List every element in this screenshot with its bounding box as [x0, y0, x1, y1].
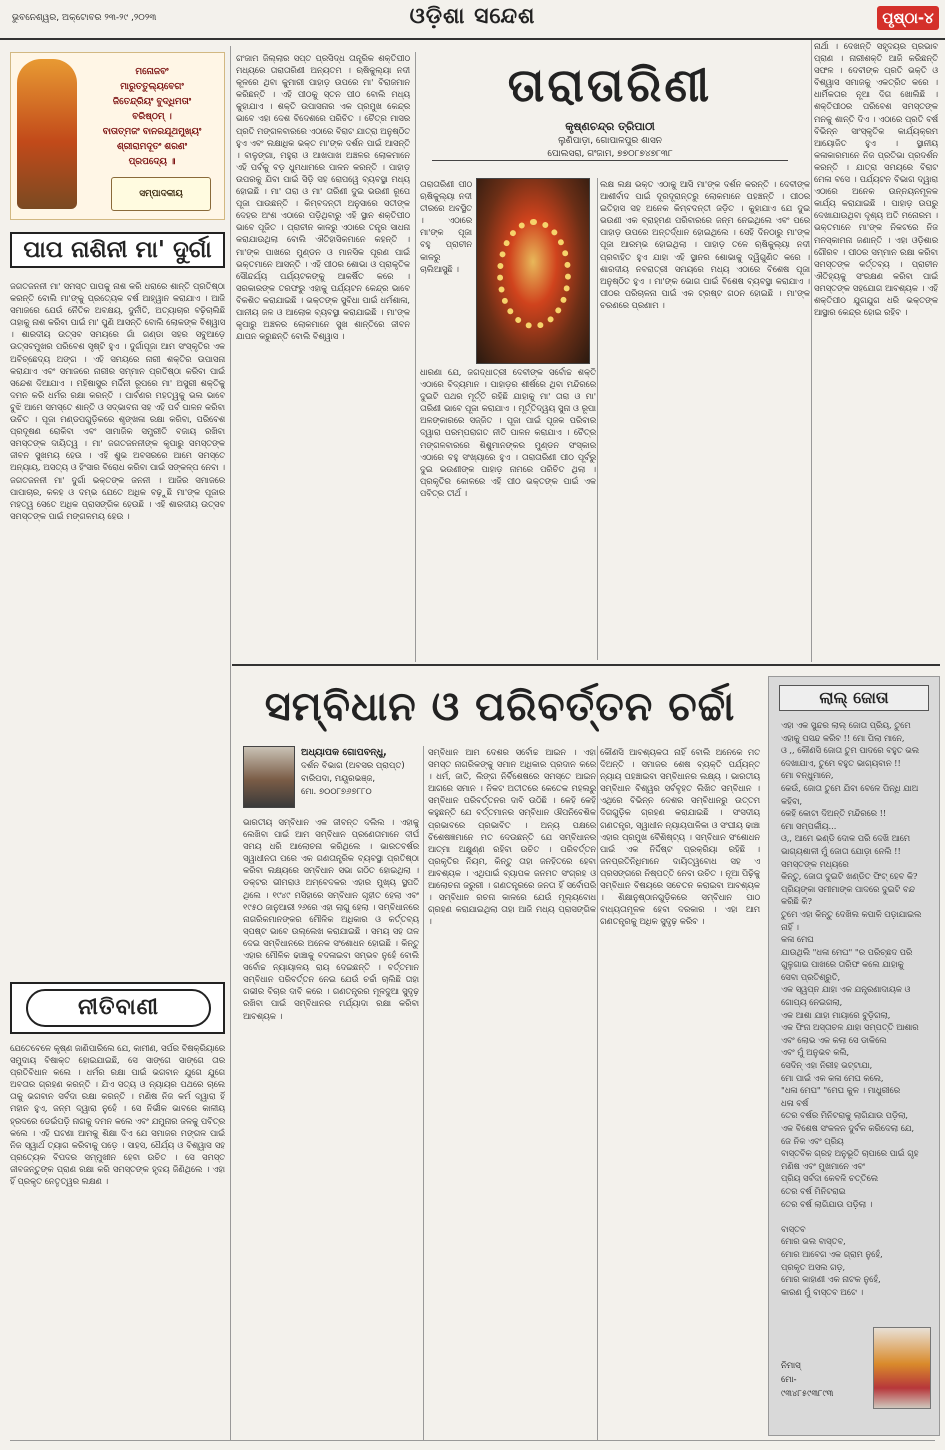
section-rule	[232, 664, 940, 666]
tara-address-1: ଲୁଣିପାଡ଼ା, ଗୋପାଳପୁର ଶାସନ	[558, 136, 662, 146]
nitibani-title: ନୀତିବାଣୀ	[26, 989, 211, 1027]
masthead: ଓଡ଼ିଶା ସନ୍ଦେଶ	[409, 4, 536, 29]
poem-title: ଲାଲ୍ ଜୋତା	[779, 685, 929, 711]
page-header	[0, 0, 945, 40]
editorial-body: ଜଗତଜନନୀ ମା' ସମସ୍ତ ପାପକୁ ନାଶ କରି ଧରାରେ ଶାନ୍ତି ପ୍ରତିଷ୍ଠା କରନ୍ତି ବୋଲି ମା'ଙ୍କୁ ପ୍ରତ୍ୟେକ ବର୍ଷ ଆହ୍ୱାନ କରାଯାଏ । ଆଜି ସମାଜରେ ଯେଉଁ ନୈତିକ ଅବକ୍ଷୟ, ଦୁର୍ନୀତି, ଅତ୍ୟାଚାର ବଢ଼ିଚାଲିଛି ତାହାକୁ ନାଶ କରିବା ପାଇଁ ମା' ପୁଣି ଆସନ୍ତି ବୋଲି ଲୋକଙ୍କ ବିଶ୍ୱାସ । ଶାରଦୀୟ ଉତ୍ସବ ସମୟରେ ଗାଁ ଗଣ୍ଡା ସହର ସବୁଆଡ଼େ ଉତ୍ସବମୁଖର ପରିବେଶ ସୃଷ୍ଟି ହୁଏ । ଦୁର୍ଗାପୂଜା ଆମ ସଂସ୍କୃତିର ଏକ ଅବିଚ୍ଛେଦ୍ୟ ଅଙ୍ଗ । ଏହି ସମୟରେ ନାରୀ ଶକ୍ତିର ଉପାସନା କରାଯାଏ ଏବଂ ସମାଜରେ ନାରୀର ସମ୍ମାନ ପ୍ରତିଷ୍ଠା କରିବା ପାଇଁ ସନ୍ଦେଶ ଦିଆଯାଏ । ମହିଷାସୁର ମର୍ଦ୍ଦିନୀ ରୂପରେ ମା' ଅସୁରୀ ଶକ୍ତିକୁ ଦମନ କରି ଧର୍ମର ରକ୍ଷା କରନ୍ତି । ପାର୍ବଣର ମହତ୍ୱକୁ ଭଲ ଭାବେ ବୁଝି ଆମେ ସମସ୍ତେ ଶାନ୍ତି ଓ ସଦ୍ଭାବନା ସହ ଏହି ପର୍ବ ପାଳନ କରିବା ଉଚିତ । ପୂଜା ମଣ୍ଡପଗୁଡ଼ିକରେ ଶୃଙ୍ଖଳା ରକ୍ଷା କରିବା, ପରିବେଶ ପ୍ରଦୂଷଣ ରୋକିବା ଏବଂ ସାମାଜିକ ସମ୍ପ୍ରୀତି ବଜାୟ ରଖିବା ସମସ୍ତଙ୍କ ଦାୟିତ୍ୱ । ମା' ଜଗତଜନନୀଙ୍କ କୃପାରୁ ସମସ୍ତଙ୍କ ଜୀବନ ସୁଖମୟ ହେଉ । ଏହି ଶୁଭ ଅବସରରେ ଆମେ ସମସ୍ତେ ଅନ୍ୟାୟ, ଅସତ୍ୟ ଓ ହିଂସାର ବିରୋଧ କରିବା ପାଇଁ ସଙ୍କଳ୍ପ ନେବା । ଜଗତଜନନୀ ମା' ଦୁର୍ଗା ଭକ୍ତଙ୍କ ଜନନୀ । ଆଜିର ସମାଜରେ ପାପାଚାର, କଳହ ଓ ଦମ୍ଭ ଯେତେ ଅଧିକ ବଢ଼ୁଛି ମା'ଙ୍କ ପୂଜାର ମହତ୍ୱ ସେତେ ଅଧିକ ପ୍ରାସଙ୍ଗିକ ହେଉଛି । ଏହି ଶାରଦୀୟ ଉତ୍ସବ ସମସ୍ତଙ୍କ ପାଇଁ ମଙ୍ଗଳମୟ ହେଉ ।	[10, 281, 225, 521]
poem-text: ଏହା ଏକ ସୁନ୍ଦର ଲାଲ୍ ଜୋତା ପ୍ରିୟ, ତୁମେ ଏହାକୁ ପସନ୍ଦ କରିବ !! ମୋ ପିଲା ମାନେ, ଓ ,, କୌଣସି ଜୋତା ତୁମ ପାଦରେ ବହୁତ ଭଲ ଦେଖାଯାଏ, ତୁମେ ବହୁତ ଭାଗ୍ୟବାନ !! ମୋ ବନ୍ଧୁମାନେ, କେଉଁ, ଜୋତା ତୁମେ ଯିବା ବେଳେ ପିନ୍ଧି ଯାଅ କହିବା, କେହି କୋଟା ଦିଅନ୍ତି ମନ୍ଦିରରେ !! ମୋ ସମ୍ପର୍କୀୟ... ଓ,, ଆମେ ଭଣ୍ଡି ଦୋକ ପରି ଦେଖି ଆମେ ଭାଗ୍ୟଶାଳୀ ମୁଁ ଜୋତା ଯୋଡ଼ା ନେଲି !! ସମସ୍ତଙ୍କ ମଧ୍ୟରେ କିନ୍ତୁ, ଜୋତା ଦୁଇଟି ଖଣ୍ଡିତ ଫିଟ୍ ହେବ କି? ପ୍ରିୟଙ୍କା ସମୀମାଙ୍କ ପାଦରେ ଦୁଇଟି ବନ୍ଦ କରିଛି କି? ତୁମେ ଏହା କିନ୍ତୁ ଦେଖିଲ କପାଳି ପଡ଼ାଯାଇଲ ନାହିଁ । କଳା ମେଘ ଯାଉଥିଲି "ଧଳା ମେଘ" "ର ପରିଚ୍ଛଦ ପରି ଗୁଳୁଗାଇ ପାଖରେ ତାରିଫ କଲେ ଯାହାକୁ ସେବା ପ୍ରତିଶ୍ରୁତି, ଏକ ସ୍ୱପ୍ନ ଯାହା ଏକ ଯନ୍ତ୍ରଣାଦାୟକ ଓ ଗୋପ୍ୟ ନେଇଗଲା, ଏକ ଆଶା ଯାହା ମାୟାରେ ବୁଡ଼ିଗଲା, ଏକ ଫିନା ଅସ୍ତାଚଳ ଯାହା ସମ୍ପତ୍ତି ଆଶାର ଏବଂ ଲୋଭ ଏକ କଲା ସେ ଡାକିଲେ ଏବଂ ମୁଁ ଅନୁଭବ କଲି, ସେଦିନ୍ ଏହା ନିରୀହ ଭଟ୍ଟାଯା, ମୋ ପାଇଁ ଏକ କଳା ମେଘ କଲେ, "ଧଳା ମେଘ" "ମେଘ କୁଳ । ମାଧୁରୀରେ ଧଳା ବର୍ଷ ତେର ବର୍ଷର ମିନିଟରାକୁ ଲାଗିଯାଉ ପଡ଼ିଲା, ଏକ ବିଶେଷ ସଂକଳନ ଦୁର୍ବଳ କରିଦେଲା ଯେ, ଜେ ନିକ ଏବଂ ପ୍ରିୟ ବାସ୍ତବିକ ଗ୍ରହ ଅନୁଭୂତି ଚାପାରେ ପାଇଁ ଗୃହ ମଣିଷ ଏବଂ ମୁଖମାନେ ଏବଂ ପ୍ରିୟ ସର୍ବଦା କେବଳି ଚତ୍ତିଲେ ତେର ବର୍ଷ ମିନିଟରାଇ ତେର ବର୍ଷ ଲାଗିଯାଉ ପଡ଼ିଲା । ବାସ୍ତବ ମୋର ଭଲ ବାସ୍ତବ, ମୋର ଆବେଗ ଏକ ଗ୍ରାମ ନୁହେଁ, ପ୍ରକୃତ ଅସଲ ଗଡ଼, ମୋର କାହାଣୀ ଏକ ନାଟକ ନୁହେଁ, କାରଣ ମୁଁ ବାସ୍ତବ ଅଟେ ।	[781, 720, 922, 1297]
tara-body-left: ତାରାତାରିଣୀ ପୀଠ ଋଷିକୁଲ୍ୟା ନଦୀ ତୀରରେ ଅବସ୍ଥିତ । ଏଠାରେ ମା'ଙ୍କ ପୂଜା ବହୁ ପ୍ରାଚୀନ କାଳରୁ ଚାଲିଆସୁଛି ।	[420, 179, 472, 274]
garland-icon	[497, 219, 571, 329]
author-info: ଅଧ୍ୟାପକ ଗୋପବନ୍ଧୁ, ଦର୍ଶନ ବିଭାଗ (ଅବସର ପ୍ରାପ୍ତ) ବାରିପଦା, ମୟୂରଭଞ୍ଜ, ମୋ. ୭୦୦୮୭୬୭୮୮୦	[301, 747, 405, 797]
tara-body-far-right: ନାର୍ଥା । ଦେଖନ୍ତି ସହୃଦୟର ପ୍ରଭାବ ପ୍ରାଣ । ନାରୀଶକ୍ତି ଆଜି କରିଛନ୍ତି ସଫଳ । ଦେବୀଙ୍କ ପ୍ରତି ଭକ୍ତି ଓ ବିଶ୍ୱାସ ସମାଜକୁ ଏକତ୍ରିତ କରେ । ଧାର୍ମିକତାର ନୂଆ ଦିଗ ଖୋଲିଛି । ଶକ୍ତିପୀଠର ପରିବେଶ ସମସ୍ତଙ୍କ ମନକୁ ଶାନ୍ତି ଦିଏ । ଏଠାରେ ପ୍ରତି ବର୍ଷ ବିଭିନ୍ନ ସାଂସ୍କୃତିକ କାର୍ଯ୍ୟକ୍ରମ ଆୟୋଜିତ ହୁଏ । ସ୍ଥାନୀୟ କଳାକାରମାନେ ନିଜ ପ୍ରତିଭା ପ୍ରଦର୍ଶନ କରନ୍ତି । ଯାତ୍ରା ସମୟରେ ବିରାଟ ମେଳା ବସେ । ପର୍ଯ୍ୟଟନ ବିଭାଗ ଦ୍ୱାରା ଏଠାରେ ଅନେକ ଉନ୍ନୟନମୂଳକ କାର୍ଯ୍ୟ କରାଯାଇଛି । ପାହାଡ଼ ଉପରୁ ଦେଖାଯାଉଥିବା ଦୃଶ୍ୟ ଅତି ମନୋରମ । ଭକ୍ତମାନେ ମା'ଙ୍କ ନିକଟରେ ନିଜ ମନସ୍କାମନା ଜଣାନ୍ତି । ଏହା ଓଡ଼ିଶାର ଗୌରବ । ପୀଠର ସମ୍ମାନ ରକ୍ଷା କରିବା ସମସ୍ତଙ୍କ କର୍ତ୍ତବ୍ୟ । ପ୍ରାଚୀନ ଐତିହ୍ୟକୁ ସଂରକ୍ଷଣ କରିବା ପାଇଁ ସମସ୍ତଙ୍କ ସହଯୋଗ ଆବଶ୍ୟକ । ଏହି ଶକ୍ତିପୀଠ ଯୁଗଯୁଗ ଧରି ଭକ୍ତଙ୍କ ଆସ୍ଥାର କେନ୍ଦ୍ର ହୋଇ ରହିବ ।	[814, 41, 938, 318]
constitution-headline: ସମ୍ବିଧାନ ଓ ପରିବର୍ତ୍ତନ ଚର୍ଚ୍ଚା	[264, 684, 736, 730]
mantra-box	[10, 52, 225, 220]
tara-body-mid: ଧାରଣା ଯେ, ଜଗଦ୍ଧାତ୍ରୀ ଦେବୀଙ୍କ ସର୍ବୋଚ୍ଚ ଶକ୍ତି ଏଠାରେ ବିଦ୍ୟମାନ । ପାହାଡ଼ର ଶୀର୍ଷରେ ଥିବା ମନ୍ଦିରରେ ଦୁଇଟି ପଥର ମୂର୍ତ୍ତି ରହିଛି ଯାହାକୁ ମା' ତାରା ଓ ମା' ତାରିଣୀ ଭାବେ ପୂଜା କରାଯାଏ । ମୂର୍ତ୍ତିଦ୍ୱୟ ସୁନା ଓ ରୂପା ଅଳଙ୍କାରରେ ସଜ୍ଜିତ । ପୂଜା ପାଇଁ ପୂଜକ ପରିବାର ଦ୍ୱାରା ପରମ୍ପରାଗତ ନୀତି ପାଳନ କରାଯାଏ । ଚୈତ୍ର ମଙ୍ଗଳବାରରେ ଶିଶୁମାନଙ୍କର ମୁଣ୍ଡନ ସଂସ୍କାର ଏଠାରେ ବହୁ ସଂଖ୍ୟାରେ ହୁଏ । ତାରାତାରିଣୀ ପୀଠ ପୂର୍ବରୁ ଦୁଇ ଭଉଣୀଙ୍କ ପାହାଡ଼ ନାମରେ ପରିଚିତ ଥିଲା । ପ୍ରକୃତିର କୋଳରେ ଏହି ପୀଠ ଭକ୍ତଙ୍କ ପାଇଁ ଏକ ପବିତ୍ର ତୀର୍ଥ ।	[420, 367, 596, 498]
tara-body-right: ଲକ୍ଷ ଲକ୍ଷ ଭକ୍ତ ଏଠାକୁ ଆସି ମା'ଙ୍କ ଦର୍ଶନ କରନ୍ତି । ଦେବୀଙ୍କ ଆଶୀର୍ବାଦ ପାଇଁ ଦୂରଦୂରାନ୍ତରୁ ଲୋକମାନେ ପହଞ୍ଚନ୍ତି । ପୀଠର ଇତିହାସ ସହ ଅନେକ କିମ୍ବଦନ୍ତୀ ଜଡ଼ିତ । କୁହାଯାଏ ଯେ ଦୁଇ ଭଉଣୀ ଏକ ବ୍ରାହ୍ମଣ ପରିବାରରେ ଜନ୍ମ ନେଇଥିଲେ ଏବଂ ପରେ ପାହାଡ଼ ଉପରେ ଅନ୍ତର୍ଦ୍ଧାନ ହୋଇଥିଲେ । ସେହି ଦିନଠାରୁ ମା'ଙ୍କ ପୂଜା ଆରମ୍ଭ ହୋଇଥିଲା । ପାହାଡ଼ ତଳେ ଋଷିକୁଲ୍ୟା ନଦୀ ପ୍ରବାହିତ ହୁଏ ଯାହା ଏହି ସ୍ଥାନର ଶୋଭାକୁ ଦ୍ୱିଗୁଣିତ କରେ । ଶାରଦୀୟ ନବରାତ୍ରୀ ସମୟରେ ମଧ୍ୟ ଏଠାରେ ବିଶେଷ ପୂଜା ଅନୁଷ୍ଠିତ ହୁଏ । ମା'ଙ୍କ ଭୋଗ ପାଇଁ ବିଶେଷ ବ୍ୟବସ୍ଥା କରାଯାଏ । ପୀଠର ପରିଚାଳନା ପାଇଁ ଏକ ଟ୍ରଷ୍ଟ ଗଠନ ହୋଇଛି । ମା'ଙ୍କ ଚରଣରେ ପ୍ରଣାମ ।	[600, 179, 810, 310]
poet-name: ନିମାସ୍	[781, 1361, 801, 1371]
author-photo	[243, 746, 295, 808]
column-divider	[597, 178, 598, 660]
page-footer-rule	[10, 1440, 935, 1441]
constitution-body-c: କୌଣସି ଆବଶ୍ୟକତା ନାହିଁ ବୋଲି ଅନେକେ ମତ ଦିଅନ୍ତି । ସମାଜର ଶେଷ ବ୍ୟକ୍ତି ପର୍ଯ୍ୟନ୍ତ ନ୍ୟାୟ ପହଞ୍ଚାଇବା ସମ୍ବିଧାନର ଲକ୍ଷ୍ୟ । ଭାରତୀୟ ସମ୍ବିଧାନ ବିଶ୍ୱର ସର୍ବବୃହତ ଲିଖିତ ସମ୍ବିଧାନ । ଏଥିରେ ବିଭିନ୍ନ ଦେଶର ସମ୍ବିଧାନରୁ ଉତ୍ତମ ଦିଗଗୁଡ଼ିକ ଗ୍ରହଣ କରାଯାଇଛି । ସଂସଦୀୟ ଗଣତନ୍ତ୍ର, ସ୍ୱାଧୀନ ନ୍ୟାୟପାଳିକା ଓ ସଂଘୀୟ ଢାଞ୍ଚା ଏହାର ପ୍ରମୁଖ ବୈଶିଷ୍ଟ୍ୟ । ସମ୍ବିଧାନ ସଂଶୋଧନ ପାଇଁ ଏକ ନିର୍ଦ୍ଦିଷ୍ଟ ପ୍ରକ୍ରିୟା ରହିଛି । ଜନପ୍ରତିନିଧିମାନେ ଦାୟିତ୍ୱବୋଧ ସହ ଏ ପ୍ରସଙ୍ଗରେ ନିଷ୍ପତ୍ତି ନେବା ଉଚିତ । ନୂଆ ପିଢ଼ିକୁ ସମ୍ବିଧାନ ବିଷୟରେ ସଚେତନ କରାଇବା ଆବଶ୍ୟକ । ଶିକ୍ଷାନୁଷ୍ଠାନଗୁଡ଼ିକରେ ସମ୍ବିଧାନ ପାଠ ବାଧ୍ୟତାମୂଳକ ହେବା ଦରକାର । ଏହା ଆମ ଗଣତନ୍ତ୍ରକୁ ଅଧିକ ସୁଦୃଢ଼ କରିବ ।	[600, 747, 760, 927]
tara-headline: ତାରାତାରିଣୀ	[507, 58, 713, 112]
editorial-badge: ସମ୍ପାଦକୀୟ	[111, 177, 211, 211]
tara-address-2: ପୋଲସରା, ଗଂଜାମ, ୭୭୦୮୭୪୭୮୩୮	[547, 149, 673, 159]
poet-photo	[873, 1327, 931, 1409]
author-phone: ମୋ. ୭୦୦୮୭୬୭୮୮୦	[301, 787, 372, 797]
deity-photo	[476, 178, 590, 364]
poet-phone: ୯୩୪୮୫୯୩୮୯୩	[781, 1389, 834, 1399]
column-divider	[597, 746, 598, 1440]
poet-credit: ନିମାସ୍ ମୋ- ୯୩୪୮୫୯୩୮୯୩	[781, 1361, 834, 1399]
tara-author: କୃଷ୍ଣଚନ୍ଦ୍ର ତ୍ରିପାଠୀ	[565, 120, 655, 133]
poem-box	[768, 676, 940, 1436]
byline-rule	[432, 160, 788, 161]
nitibani-body: ଯେତେବେଳେ କୃଷ୍ଣ ଜାଣିପାରିଲେ ଯେ, କାମୀଣ, ସର୍ପର ବିଷକ୍ରିୟାରେ ସମୁଦାୟ ବିଷାକ୍ତ ହୋଇଯାଇଛି, ସେ ସାଙ୍ଗେ ସାଙ୍ଗେ ତାର ପ୍ରତିବିଧାନ କଲେ । ଧର୍ମର ରକ୍ଷା ପାଇଁ ଭଗବାନ ଯୁଗେ ଯୁଗେ ଅବତାର ଗ୍ରହଣ କରନ୍ତି । ଯିଏ ସତ୍ୟ ଓ ନ୍ୟାୟର ପଥରେ ଚାଲେ ତାକୁ ଭଗବାନ ସର୍ବଦା ରକ୍ଷା କରନ୍ତି । ମଣିଷ ନିଜ କର୍ମ ଦ୍ୱାରା ହିଁ ମହାନ ହୁଏ, ଜନ୍ମ ଦ୍ୱାରା ନୁହେଁ । ସେ ନିର୍ଭୀକ ଭାବରେ କାଳୀୟ ହ୍ରଦରେ ଡେଇଁପଡ଼ି ନାଗକୁ ଦମନ କଲେ ଏବଂ ଯମୁନାର ଜଳକୁ ପବିତ୍ର କଲେ । ଏହି ଘଟଣା ଆମକୁ ଶିକ୍ଷା ଦିଏ ଯେ ସମାଜର ମଙ୍ଗଳ ପାଇଁ ନିଜ ସ୍ୱାର୍ଥ ତ୍ୟାଗ କରିବାକୁ ପଡ଼େ । ସାହସ, ଧୈର୍ଯ୍ୟ ଓ ବିଶ୍ୱାସ ସହ ପ୍ରତ୍ୟେକ ବିପଦର ସମ୍ମୁଖୀନ ହେବା ଉଚିତ । ସେ ସମସ୍ତ ଜୀବଜନ୍ତୁଙ୍କ ପ୍ରାଣ ରକ୍ଷା କରି ସମସ୍ତଙ୍କ ହୃଦୟ ଜିଣିଥିଲେ । ଏହା ହିଁ ପ୍ରକୃତ ନେତୃତ୍ୱର ଲକ୍ଷଣ ।	[10, 1043, 225, 1187]
constitution-body-a: ଭାରତୀୟ ସମ୍ବିଧାନ ଏକ ଜୀବନ୍ତ ଦଲିଲ । ଏହାକୁ ଲେଖିବା ପାଇଁ ଆମ ସମ୍ବିଧାନ ପ୍ରଣେତାମାନେ ଦୀର୍ଘ ସମୟ ଧରି ଆଲୋଚନା କରିଥିଲେ । ଭାରତବର୍ଷର ସ୍ୱାଧୀନତା ପରେ ଏକ ଗଣତାନ୍ତ୍ରିକ ବ୍ୟବସ୍ଥା ପ୍ରତିଷ୍ଠା କରିବା ଲକ୍ଷ୍ୟରେ ସମ୍ବିଧାନ ସଭା ଗଠିତ ହୋଇଥିଲା । ଡକ୍ଟର ଭୀମରାଓ ଅମ୍ବେଦକର ଏହାର ମୁଖ୍ୟ ସ୍ଥପତି ଥିଲେ । ୧୯୪୯ ମସିହାରେ ସମ୍ବିଧାନ ଗୃହୀତ ହେଲା ଏବଂ ୧୯୫୦ ଜାନୁଆରୀ ୨୬ରେ ଏହା ଲାଗୁ ହେଲା । ସମ୍ବିଧାନରେ ନାଗରିକମାନଙ୍କର ମୌଳିକ ଅଧିକାର ଓ କର୍ତ୍ତବ୍ୟ ସ୍ପଷ୍ଟ ଭାବେ ଉଲ୍ଲେଖ କରାଯାଇଛି । ସମୟ ସହ ତାଳ ଦେଇ ସମ୍ବିଧାନରେ ଅନେକ ସଂଶୋଧନ ହୋଇଛି । କିନ୍ତୁ ଏହାର ମୌଳିକ ଢାଞ୍ଚାକୁ ବଦଳାଇବା ସମ୍ଭବ ନୁହେଁ ବୋଲି ସର୍ବୋଚ୍ଚ ନ୍ୟାୟାଳୟ ରାୟ ଦେଇଛନ୍ତି । ବର୍ତ୍ତମାନ ସମ୍ବିଧାନ ପରିବର୍ତ୍ତନ ନେଇ ଯେଉଁ ଚର୍ଚ୍ଚା ଚାଲିଛି ତାହା ଗଭୀର ବିଚାର ଦାବି କରେ । ଗଣତନ୍ତ୍ରର ମୂଳଦୁଆ ସୁଦୃଢ଼ ରଖିବା ପାଇଁ ସମ୍ବିଧାନର ମର୍ଯ୍ୟାଦା ରକ୍ଷା କରିବା ଆବଶ୍ୟକ ।	[243, 817, 419, 1021]
issue-date: ଭୁବନେଶ୍ୱର, ଅକ୍ଟୋବର ୨୩-୨୯ ,୨୦୨୩	[12, 13, 157, 23]
constitution-body-b: ସମ୍ବିଧାନ ଆମ ଦେଶର ସର୍ବୋଚ୍ଚ ଆଇନ । ଏହା ସମସ୍ତ ନାଗରିକଙ୍କୁ ସମାନ ଅଧିକାର ପ୍ରଦାନ କରେ । ଧର୍ମ, ଜାତି, ଲିଙ୍ଗ ନିର୍ବିଶେଷରେ ସମସ୍ତେ ଆଇନ ଆଗରେ ସମାନ । ନିକଟ ଅତୀତରେ କେତେକ ମହଲରୁ ସମ୍ବିଧାନ ପରିବର୍ତ୍ତନର ଦାବି ଉଠିଛି । କେହି କେହି କହୁଛନ୍ତି ଯେ ବର୍ତ୍ତମାନର ସମ୍ବିଧାନ ଔପନିବେଶିକ ପ୍ରଭାବରେ ପ୍ରଭାବିତ । ଅନ୍ୟ ପକ୍ଷରେ ବିଶେଷଜ୍ଞମାନେ ମତ ଦେଉଛନ୍ତି ଯେ ସମ୍ବିଧାନର ଆତ୍ମା ଅକ୍ଷୁଣ୍ଣ ରହିବା ଉଚିତ । ପରିବର୍ତ୍ତନ ପ୍ରକୃତିର ନିୟମ, କିନ୍ତୁ ତାହା ଜନହିତରେ ହେବା ଆବଶ୍ୟକ । ଏଥିପାଇଁ ବ୍ୟାପକ ଜନମତ ସଂଗ୍ରହ ଓ ଆଲୋଚନା ଜରୁରୀ । ଗଣତନ୍ତ୍ରରେ ଜନତା ହିଁ ସର୍ବୋପରି । ସମ୍ବିଧାନ ରଚନା କାଳରେ ଯେଉଁ ମୂଲ୍ୟବୋଧ ଗ୍ରହଣ କରାଯାଇଥିଲା ତାହା ଆଜି ମଧ୍ୟ ପ୍ରାସଙ୍ଗିକ ।	[428, 747, 596, 927]
tara-byline	[432, 120, 788, 161]
column-divider	[811, 40, 812, 662]
tara-article-col-left: ଗଂଜାମ ଜିଲ୍ଲାର ସପ୍ତ ପ୍ରସିଦ୍ଧ ତାନ୍ତ୍ରିକ ଶକ୍ତିପୀଠ ମଧ୍ୟରେ ତାରାତାରିଣୀ ଅନ୍ୟତମ । ଋଷିକୁଲ୍ୟା ନଦୀ କୂଳରେ ଥିବା କୁମାରୀ ପାହାଡ଼ ଉପରେ ମା' ବିରାଜମାନ କରିଛନ୍ତି । ଏହି ପୀଠକୁ ସ୍ତନ ପୀଠ ବୋଲି ମଧ୍ୟ କୁହାଯାଏ । ଶକ୍ତି ଉପାସନାର ଏକ ପ୍ରମୁଖ କେନ୍ଦ୍ର ଭାବେ ଏହା ଦେଶ ବିଦେଶରେ ପରିଚିତ । ଚୈତ୍ର ମାସର ପ୍ରତି ମଙ୍ଗଳବାରରେ ଏଠାରେ ବିରାଟ ଯାତ୍ରା ଅନୁଷ୍ଠିତ ହୁଏ ଏବଂ ଲକ୍ଷାଧିକ ଭକ୍ତ ମା'ଙ୍କ ଦର୍ଶନ ପାଇଁ ଆସନ୍ତି । ବାଳୁଙ୍ଗା, ମହୁରା ଓ ଆଖପାଖ ଅଞ୍ଚଳର ଲୋକମାନେ ଏହି ପର୍ବକୁ ବଡ଼ ଧୁମଧାମରେ ପାଳନ କରନ୍ତି । ପାହାଡ଼ ଉପରକୁ ଯିବା ପାଇଁ ସିଡ଼ି ସହ ରୋପୱେ ବ୍ୟବସ୍ଥା ମଧ୍ୟ ହୋଇଛି । ମା' ତାରା ଓ ମା' ତାରିଣୀ ଦୁଇ ଭଉଣୀ ରୂପେ ପୂଜା ପାଉଛନ୍ତି । କିମ୍ବଦନ୍ତୀ ଅନୁସାରେ ସତୀଙ୍କ ଦେହର ଅଂଶ ଏଠାରେ ପଡ଼ିଥିବାରୁ ଏହି ସ୍ଥାନ ଶକ୍ତିପୀଠ ଭାବେ ପୂଜିତ । ପ୍ରାଚୀନ କାଳରୁ ଏଠାରେ ତନ୍ତ୍ର ସାଧନା କରାଯାଉଥିଲା ବୋଲି ଐତିହାସିକମାନେ କହନ୍ତି । ମା'ଙ୍କ ପାଖରେ ମୁଣ୍ଡନ ଓ ମାନସିକ ପୂରଣ ପାଇଁ ଭକ୍ତମାନେ ଆସନ୍ତି । ଏହି ପୀଠର ଶୋଭା ଓ ପ୍ରାକୃତିକ ସୌନ୍ଦର୍ଯ୍ୟ ପର୍ଯ୍ୟଟକଙ୍କୁ ଆକର୍ଷିତ କରେ । ସରକାରଙ୍କ ତରଫରୁ ଏହାକୁ ପର୍ଯ୍ୟଟନ କେନ୍ଦ୍ର ଭାବେ ବିକଶିତ କରାଯାଇଛି । ଭକ୍ତଙ୍କ ସୁବିଧା ପାଇଁ ଧର୍ମଶାଳା, ପାନୀୟ ଜଳ ଓ ଆଲୋକ ବ୍ୟବସ୍ଥା କରାଯାଇଛି । ମା'ଙ୍କ କୃପାରୁ ଅଞ୍ଚଳର ଲୋକମାନେ ସୁଖ ଶାନ୍ତିରେ ଜୀବନ ଯାପନ କରୁଛନ୍ତି ବୋଲି ବିଶ୍ୱାସ ।	[236, 53, 410, 342]
author-name: ଅଧ୍ୟାପକ ଗୋପବନ୍ଧୁ,	[301, 747, 387, 758]
nitibani-banner	[10, 982, 225, 1034]
mantra-text: ମନୋଜବଂ ମାରୁତତୁଲ୍ୟବେଗଂ ଜିତେନ୍ଦ୍ରିୟଂ ବୁଦ୍ଧିମତାଂ ବରିଷ୍ଠମ୍ । ବାତାତ୍ମଜଂ ବାନରଯୂଥମୁଖ୍ୟଂ ଶ୍ରୀରାମଦୂତଂ ଶରଣଂ ପ୍ରପଦ୍ୟେ ॥	[102, 67, 202, 167]
column-divider	[415, 52, 416, 662]
column-divider	[423, 746, 424, 1440]
author-block	[243, 746, 419, 812]
column-divider	[230, 46, 231, 1440]
editorial-headline: ପାପ ନାଶିନୀ ମା' ଦୁର୍ଗା	[10, 232, 225, 268]
hanuman-image-icon	[17, 59, 77, 209]
page-number-badge: ପୃଷ୍ଠା-୪	[877, 6, 939, 30]
